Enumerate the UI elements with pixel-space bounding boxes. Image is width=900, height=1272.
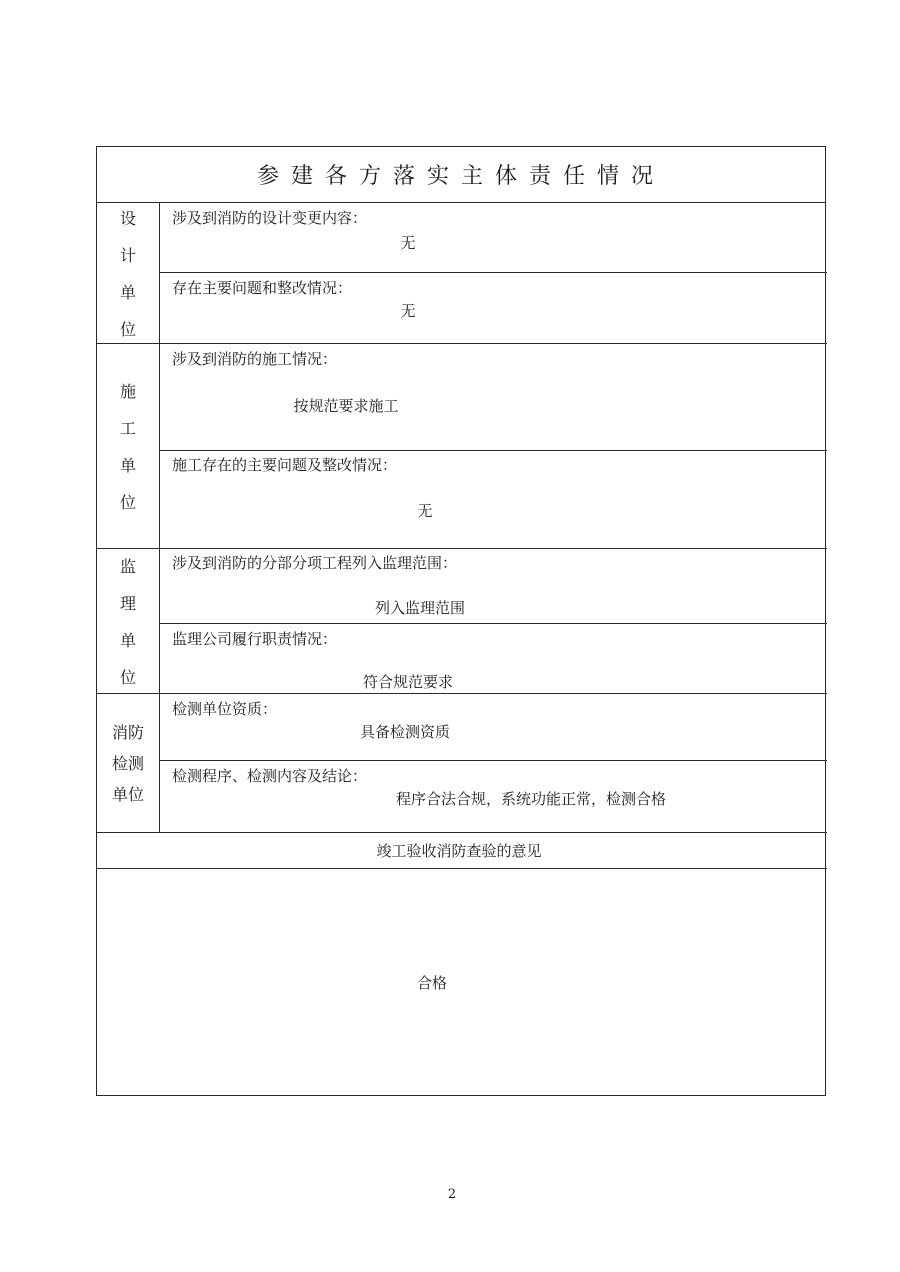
- divider-design-inner: [159, 272, 827, 273]
- side-column-divider: [159, 203, 160, 832]
- design-change-value: 无: [400, 234, 416, 252]
- divider-design-end: [97, 343, 827, 344]
- side-label-supervision: 监 理 单 位: [119, 556, 136, 687]
- supervision-scope-value: 列入监理范围: [374, 599, 466, 617]
- testing-qualification-value: 具备检测资质: [359, 723, 451, 741]
- divider-testing-end: [97, 832, 827, 833]
- divider-testing-inner: [159, 760, 827, 761]
- design-issue-label: 存在主要问题和整改情况：: [172, 279, 353, 297]
- testing-qualification-label: 检测单位资质：: [172, 700, 278, 718]
- table-title: 参建各方落实主体责任情况: [97, 147, 825, 203]
- supervision-duty-value: 符合规范要求: [362, 673, 454, 691]
- divider-supervision-end: [97, 693, 827, 694]
- supervision-scope-label: 涉及到消防的分部分项工程列入监理范围：: [172, 554, 458, 572]
- construction-situation-value: 按规范要求施工: [293, 397, 399, 415]
- divider-construction-inner: [159, 450, 827, 451]
- construction-situation-label: 涉及到消防的施工情况：: [172, 350, 338, 368]
- page-number: 2: [447, 1187, 457, 1202]
- supervision-duty-label: 监理公司履行职责情况：: [172, 630, 338, 648]
- acceptance-value: 合格: [416, 974, 448, 992]
- testing-procedure-value: 程序合法合规，系统功能正常，检测合格: [395, 790, 667, 808]
- divider-supervision-inner: [159, 623, 827, 624]
- testing-procedure-label: 检测程序、检测内容及结论：: [172, 767, 368, 785]
- side-label-construction: 施 工 单 位: [119, 381, 136, 512]
- side-label-design: 设 计 单 位: [119, 209, 136, 339]
- divider-acceptance-header: [97, 868, 827, 869]
- construction-issue-value: 无: [417, 502, 433, 520]
- acceptance-header: 竣工验收消防查验的意见: [376, 842, 542, 860]
- side-label-testing: 消防 检测 单位: [111, 723, 144, 804]
- design-issue-value: 无: [400, 302, 416, 320]
- divider-construction-end: [97, 548, 827, 549]
- responsibility-table: [96, 146, 826, 1096]
- construction-issue-label: 施工存在的主要问题及整改情况：: [172, 456, 398, 474]
- design-change-label: 涉及到消防的设计变更内容：: [172, 209, 368, 227]
